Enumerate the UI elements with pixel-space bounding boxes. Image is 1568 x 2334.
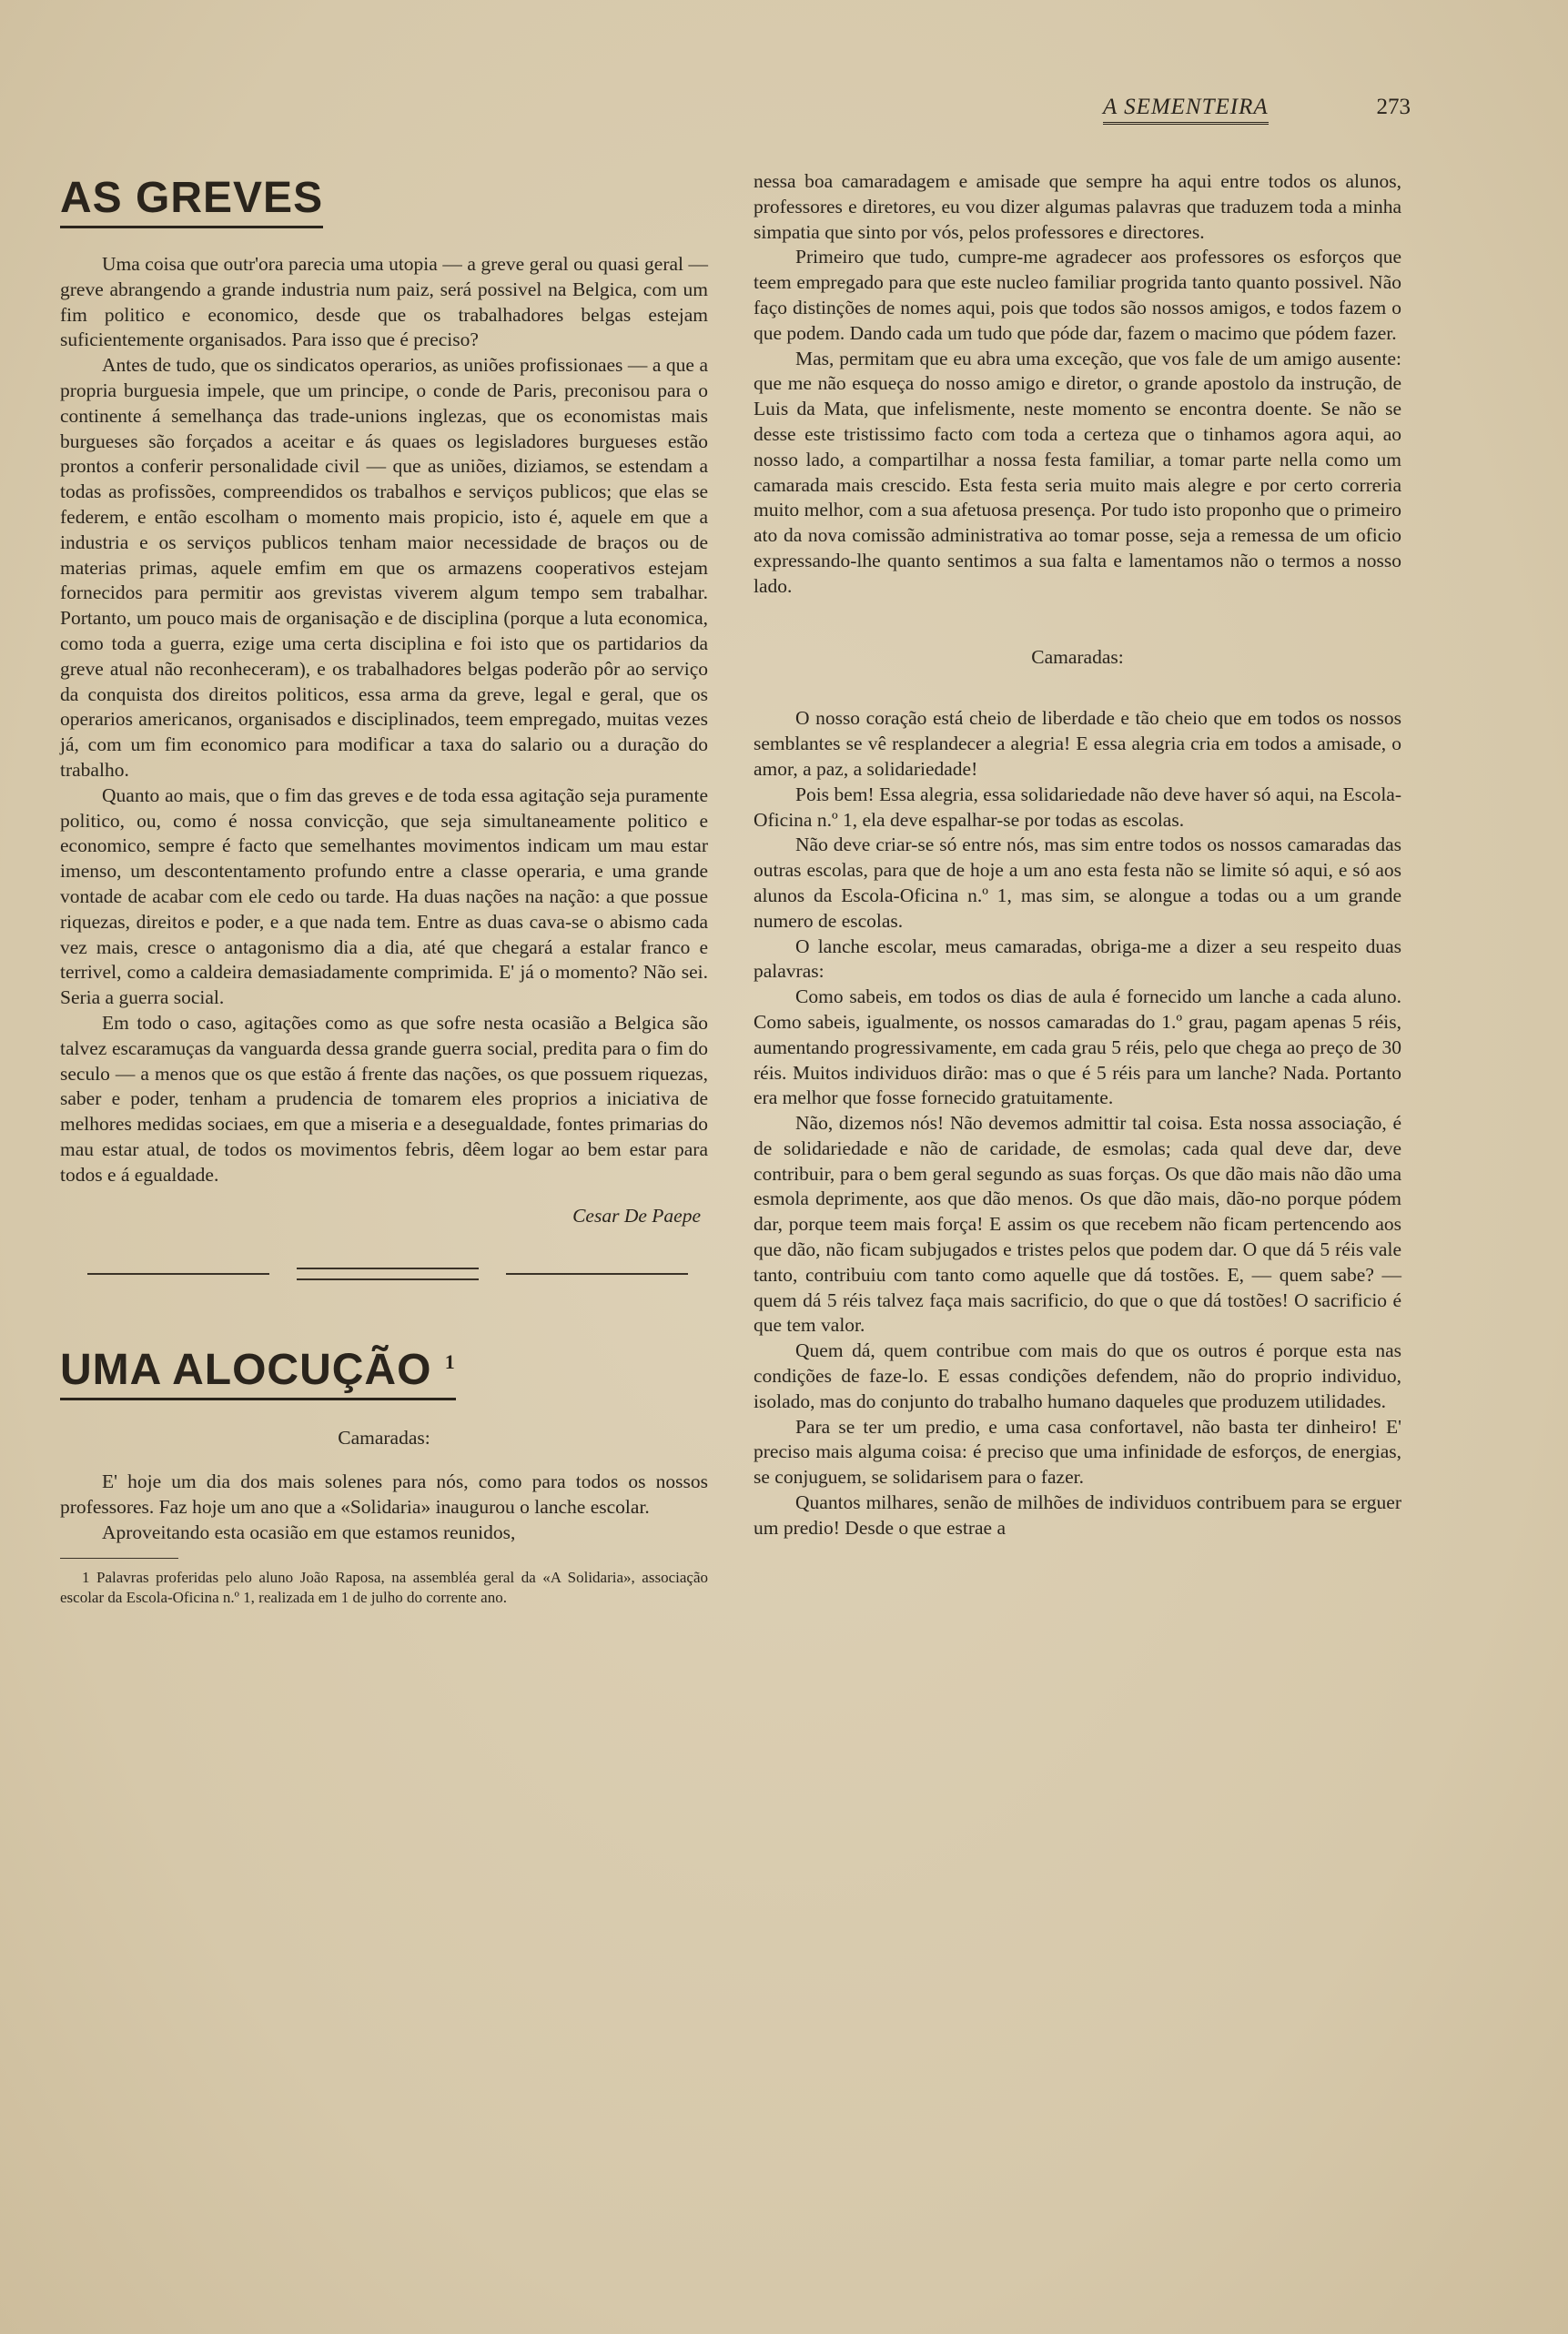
article-title-uma-alocucao — [60, 1337, 456, 1400]
article2-paragraph: Não, dizemos nós! Não devemos admittir tal coisa. Esta nossa associação, é de solidariedade e não de caridade, de esmolas; cada qual deve dar, deve contribuir, para o bem geral segundo as suas forças. Os que dão mais não dão uma esmola deprimente, aos que dão menos. Os que dão mais, dão-no porque pódem dar, porque teem mais força! E assim os que recebem não ficam pertencendo aos que dão, não ficam subjugados e tristes pelos que podem dar. O que dá 5 réis vale tanto, contribuiu com tanto como aquelle que dá tostões. E, — quem sabe? — quem dá 5 réis talvez faça mais sacrificio, do que o que dá tostões! O sacrificio é que tem valor. — [754, 1112, 1401, 1337]
article2-paragraph: Mas, permitam que eu abra uma exceção, que vos fale de um amigo ausente: que me não esqueça do nosso amigo e diretor, o grande apostolo da instrução, de Luis da Mata, que infelismente, neste momento se encontra doente. Se não se desse este tristissimo facto com toda a certeza que o tinhamos agora aqui, ao nosso lado, a compartilhar a nossa festa familiar, a tomar parte nella como um camarada mais crescido. Esta festa seria muito mais alegre e por certo correria muito melhor, com a sua afetuosa presença. Por tudo isto proponho que o primeiro ato da nova comissão administrativa ao tomar posse, seja a remessa de um oficio expressando-lhe quanto sentimos a sua falta e lamentamos não o termos a nosso lado. — [754, 347, 1401, 597]
article1-paragraph: Uma coisa que outr'ora parecia uma utopia — a greve geral ou quasi geral — greve abrangendo a grande industria num paiz, será possivel na Belgica, com um fim politico e economico, desde que os trabalhadores belgas estejam suficientemente organisados. Para isso que é preciso? — [60, 253, 708, 351]
footnote-rule — [60, 1558, 178, 1559]
publication-title: A SEMENTEIRA — [1103, 95, 1269, 125]
article2-paragraph: Primeiro que tudo, cumpre-me agradecer aos professores os esforços que teem empregado para que este nucleo familiar progrida tanto quanto possivel. Não faço distinções de nomes aqui, pois que todos são nossos amigos, e todos fazem o que podem. Dando cada um tudo que póde dar, fazem o macimo que pódem fazer. — [754, 246, 1401, 344]
right-column — [754, 169, 1401, 1541]
article1-paragraph: Em todo o caso, agitações como as que sofre nesta ocasião a Belgica são talvez escaramuças da vanguarda dessa grande guerra social, predita para o fim do seculo — a menos que os que estão á frente das nações, os que possuem riquezas, saber e poder, tenham a prudencia de tomarem eles proprios a iniciativa de melhores medidas sociaes, em que a miseria e a desegualdade, fontes primarias do mau estar atual, de todos os movimentos febris, dêem logar ao bem estar para todos e á egualdade. — [60, 1011, 708, 1186]
running-head — [1099, 95, 1411, 135]
article2-paragraph: Aproveitando esta ocasião em que estamos reunidos, — [102, 1521, 516, 1543]
article1-author: Cesar De Paepe — [572, 1205, 701, 1228]
article2-paragraph: Como sabeis, em todos os dias de aula é fornecido um lanche a cada aluno. Como sabeis, igualmente, os nossos camaradas do 1.º grau, pagam apenas 5 réis, aumentando progressivamente, em cada grau 5 réis, pelo que chega ao preço de 30 réis. Muitos individuos dirão: mas o que é 5 réis para um lanche? Nada. Portanto era melhor que fosse fornecido gratuitamente. — [754, 985, 1401, 1109]
article1-paragraph: Quanto ao mais, que o fim das greves e de toda essa agitação seja puramente politico, ou, como é nossa convicção, que seja simultaneamente politico e economico, sempre é facto que semelhantes movimentos indicam um mau estar imenso, um descontentamento profundo entre a classe operaria, e uma grande vontade de acabar com ele cedo ou tarde. Ha duas nações na nação: a que possue riquezas, direitos e poder, e a que nada tem. Entre as duas cava-se o abismo cada vez mais, cresce o antagonismo dia a dia, até que chegará a estalar franco e terrivel, como a caldeira demasiadamente comprimida. E' já o momento? Não sei. Seria a guerra social. — [60, 783, 708, 1009]
left-column — [60, 169, 708, 1608]
article2-paragraph: O lanche escolar, meus camaradas, obriga-me a dizer a seu respeito duas palavras: — [754, 935, 1401, 983]
article2-paragraph: Quantos milhares, senão de milhões de individuos contribuem para se erguer um predio! Desde o que estrae a — [754, 1491, 1401, 1539]
salutation-2: Camaradas: — [1031, 645, 1124, 668]
footnote: 1 Palavras proferidas pelo aluno João Raposa, na assembléa geral da «A Solidaria», associação escolar da Escola-Oficina n.º 1, realizada em 1 de julho do corrente ano. — [60, 1569, 708, 1607]
footnote-marker: 1 — [444, 1350, 456, 1374]
article2-paragraph: Para se ter um predio, e uma casa confortavel, não basta ter dinheiro! E' preciso mais alguma coisa: é preciso que uma infinidade de esforços, de energias, se conjuguem, se solidarisem para o fazer. — [754, 1415, 1401, 1489]
article2-title-text: UMA ALOCUÇÃO — [60, 1346, 432, 1395]
article2-paragraph: nessa boa camaradagem e amisade que sempre ha aqui entre todos os alunos, professores e diretores, eu vou dizer algumas palavras que traduzem toda a minha simpatia que sinto por vós, pelos professores e directores. — [754, 170, 1401, 243]
section-divider — [60, 1266, 708, 1288]
article2-paragraph: Pois bem! Essa alegria, essa solidariedade não deve haver só aqui, na Escola-Oficina n.º 1, ela deve espalhar-se por todas as escolas. — [754, 783, 1401, 831]
article2-paragraph: O nosso coração está cheio de liberdade e tão cheio que em todos os nossos semblantes se vê resplandecer a alegria! E essa alegria cria em todos a amisade, o amor, a paz, a solidariedade! — [754, 707, 1401, 780]
article-title-as-greves: AS GREVES — [60, 173, 323, 228]
salutation: Camaradas: — [338, 1427, 430, 1450]
article2-paragraph: Não deve criar-se só entre nós, mas sim entre todos os nossos camaradas das outras escolas, para que de hoje a um ano esta festa não se limite só aqui, e só aos alunos da Escola-Oficina n.º 1, mas sim, se alongue a todas ou a um grande numero de escolas. — [754, 834, 1401, 932]
article2-paragraph: Quem dá, quem contribue com mais do que os outros é porque esta nas condições de faze-lo. E essas condições defendem, não do proprio individuo, isolado, mas do conjunto do trabalho humano daqueles que produzem utilidades. — [754, 1339, 1401, 1412]
article2-paragraph: E' hoje um dia dos mais solenes para nós, como para todos os nossos professores. Faz hoje um ano que a «Solidaria» inaugurou o lanche escolar. — [60, 1470, 708, 1518]
page-number: 273 — [1376, 95, 1411, 119]
article1-paragraph: Antes de tudo, que os sindicatos operarios, as uniões profissionaes — a que a propria burguesia impele, que um principe, o conde de Paris, preconisou para o continente á semelhança das trade-unions inglezas, que os economistas mais burgueses são forçados a aceitar e ás quaes os legisladores burgueses estão prontos a conferir personalidade civil — que as uniões, diziamos, se estendam a todas as profissões, compreendidos os trabalhos e serviços publicos; que elas se federem, e então escolham o momento mais propicio, isto é, aquele em que a industria e os serviços publicos tenham maior necessidade de braços ou de materias primas, aquele emfim em que os armazens cooperativos estejam fornecidos para permitir aos grevistas viverem algum tempo sem trabalhar. Portanto, um pouco mais de organisação e de disciplina (porque a luta economica, como toda a guerra, ezige uma certa disciplina e foi isto que os partidarios da greve atual não reconheceram), e os trabalhadores belgas poderão pôr ao serviço da conquista dos direitos politicos, essa arma da greve, legal e geral, que os operarios americanos, organisados e disciplinados, teem empregado, muitas vezes já, com um fim economico para modificar a taxa do salario ou a duração do trabalho. — [60, 354, 708, 781]
